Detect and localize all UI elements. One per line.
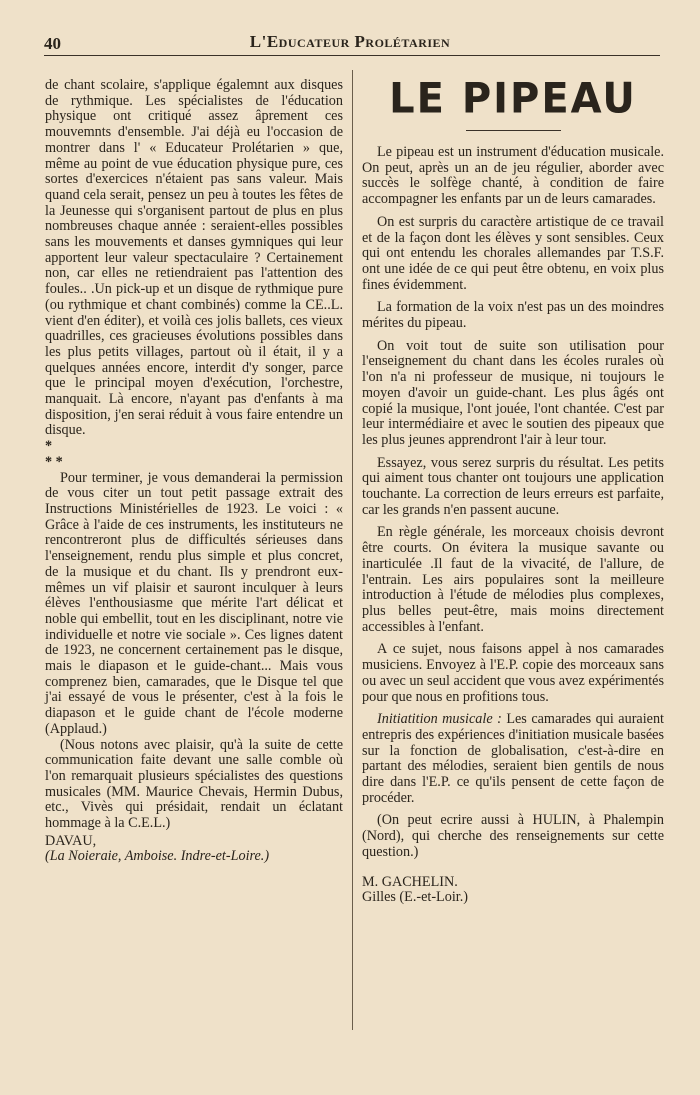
page-number: 40 xyxy=(44,34,61,53)
right-signature-place: Gilles (E.-et-Loir.) xyxy=(362,889,468,906)
title-rule xyxy=(466,130,561,131)
right-paragraph-3: La formation de la voix n'est pas un des moindres mérites du pipeau. xyxy=(362,299,664,332)
article-title: LE PIPEAU xyxy=(389,74,637,124)
right-paragraph-5: Essayez, vous serez surpris du résultat. Les petits qui aiment tous chanter ont toujours une application touchante. La correction de leurs erreurs est parfaite, car les grands n'en passent aucune. xyxy=(362,454,664,518)
asterism-separator: * * * xyxy=(45,438,63,470)
left-paragraph-1: de chant scolaire, s'applique égalemnt aux disques de rythmique. Les spécialistes de l'éducation physique ont critiqué assez âprement ces mouvemnts d'ensemble. J'ai déjà eu l'occasion de montrer dans l' « Educateur Prolétarien » que, même au point de vue éducation physique pure, ces sortes d'exercices n'étaient pas sans valeur. Mais quand cela serait, pensez un peu à toutes les fêtes de la Jeunesse qui s'organisent partout de plus en plus nombreuses chaque année : seraient-elles possibles sans les mouvements et danses gymniques qui leur apportent leur valeur spectaculaire ? Certainement non, car elles ne retiendraient pas l'attention des foules.. .Un pick-up et un disque de rythmique pure (ou rythmique et chant combinés) comme la CE..L. vient d'en éditer), et voilà ces jolis ballets, ces vieux quadrilles, ces gracieuses évolutions possibles dans les plus petits villages, partout où il était, il y a quelques années encore, interdit d'y songer, parce que le principal moyen d'exécution, l'orchestre, manquait. Là encore, n'ayant pas d'enfants à ma disposition, j'en serai réduit à vous faire entendre un disque. xyxy=(45,77,343,439)
header-rule xyxy=(44,55,660,56)
initiation-label: Initiatition musicale : xyxy=(377,711,502,728)
right-paragraph-8 xyxy=(362,712,664,806)
running-head: L'Educateur Prolétarien xyxy=(249,32,451,51)
left-paragraph-3: (Nous notons avec plaisir, qu'à la suite de cette communication faite devant une salle comble où l'on remarquait plusieurs spécialistes des questions musicales (MM. Maurice Chevais, Hermin Dubus, etc., Vivès qui présidait, rendait un éclatant hommage à la C.E.L.) xyxy=(45,736,343,832)
column-divider xyxy=(352,70,353,1030)
right-paragraph-1: Le pipeau est un instrument d'éducation musicale. On peut, après un an de jeu régulier, aborder avec succès le solfège chanté, à condition de faire accompagner les enfants par un de leurs camarades. xyxy=(362,144,664,208)
right-paragraph-2: On est surpris du caractère artistique de ce travail et de la façon dont les élèves y sont sensibles. Ceux qui ont entendu les chorales allemandes par T.S.F. ont une idée de ce qui peut être obtenu, en voix plus fines évidemment. xyxy=(362,213,664,293)
left-signature-place: (La Noieraie, Amboise. Indre-et-Loire.) xyxy=(45,848,270,865)
right-paragraph-4: On voit tout de suite son utilisation pour l'enseignement du chant dans les écoles rurales où l'on n'a ni professeur de musique, ni toujours le moyen d'avoir un guide-chant. Les plus âgés ont copié la musique, l'ont jouée, l'ont chantée. C'est par leur intermédiaire et avec le soutien des pipeaux que les plus jeunes apprendront l'air à leur tour. xyxy=(362,337,664,448)
right-paragraph-9: (On peut ecrire aussi à HULIN, à Phalempin (Nord), qui cherche des renseignements sur cette question.) xyxy=(362,812,664,860)
initiation-text: Les camarades qui auraient entrepris des expériences d'initiation musicale basées sur la fonction de globalisation, c'est-à-dire en partant des mélodies, seraient bien gentils de nous dire dans l'E.P. ce qu'ils pensent de cette façon de procéder. xyxy=(362,711,664,806)
left-column xyxy=(45,78,343,865)
right-column xyxy=(362,74,664,906)
left-signature-name: DAVAU, xyxy=(45,832,97,849)
right-paragraph-6: En règle générale, les morceaux choisis devront être courts. On évitera la musique savante ou inarticulée .Il faut de la vivacité, de l'allure, de l'entrain. Les airs populaires sont la meilleure introduction à l'étude de mélodies plus complexes, plus belles peut-être, mais moins directement accessibles à l'enfant. xyxy=(362,524,664,635)
left-paragraph-2: Pour terminer, je vous demanderai la permission de vous citer un tout petit passage extrait des Instructions Ministérielles de 1923. Le voici : « Grâce à l'aide de ces instruments, les instituteurs ne rencontreront plus de difficultés sérieuses dans l'enseignement, rendu plus simple et plus concret, de la musique et du chant. Ils y prendront eux-mêmes un vif plaisir et sauront inculquer à leurs élèves l'enthousiasme que mérite l'art délicat et noble qui embellit, tout en les disciplinant, notre vie individuelle et notre vie sociale ». Ces lignes datent de 1923, ne concernent certainement pas le disque, mais le diapason et le guide-chant... Mais vous comprenez bien, camarades, que le Disque tel que j'ai essayé de vous le présenter, c'est à la fois le diapason et le guide chant de l'école moderne (Applaud.) xyxy=(45,469,343,737)
right-signature-name: M. GACHELIN. xyxy=(362,873,458,890)
right-paragraph-7: A ce sujet, nous faisons appel à nos camarades musiciens. Envoyez à l'E.P. copie des morceaux sans ou avec un seul accident que vous avez expérimentés pour que nous en profitions tous. xyxy=(362,641,664,705)
